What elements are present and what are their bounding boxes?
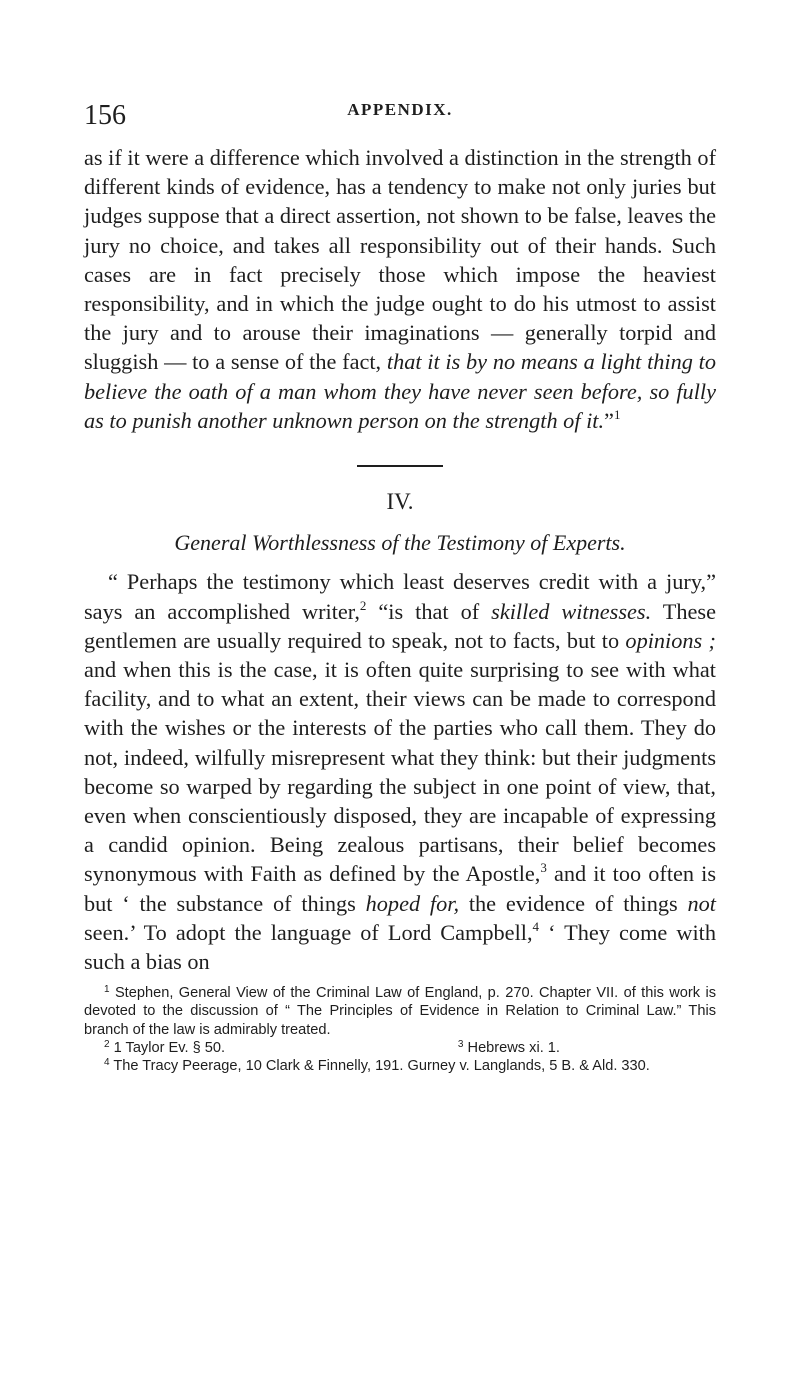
footnote-mark: 1 (104, 984, 110, 996)
footnote-ref-4: 4 (532, 918, 540, 934)
footnote-mark: 2 (104, 1038, 110, 1050)
italic-quote: that it is by no means a light thing to believe the oath of a man whom they have never seen before, so fully as to punish another unknown person on the strength of it. (84, 349, 716, 433)
italic-phrase: skilled witnesses. (491, 598, 652, 624)
paragraph-text: as if it were a difference which involved a distinction in the strength of different kinds of evidence, has a tendency to make not only juries but judges suppose that a direct assertion, not shown to be false, leaves the jury no choice, and takes all responsibility out of their hands. Such cases are in fact precisely those which impose the heaviest responsibility, and in which the judge ought to do his utmost to assist the jury and to arouse their imaginations — generally torpid and sluggish — to a sense of the fact, (84, 145, 716, 375)
footnote-ref-1: 1 (613, 406, 621, 422)
footnotes (84, 984, 716, 1075)
italic-phrase: not (687, 890, 716, 916)
footnote-ref-2: 2 (359, 597, 367, 613)
close-quote: ” (604, 407, 614, 433)
section-title: General Worthlessness of the Testimony of Experts. (174, 530, 626, 556)
paragraph-text: “ Perhaps the testimony which least deserves credit with a jury,” says an accomplished writer, (84, 569, 716, 624)
footnote-4 (84, 1057, 716, 1075)
paragraph-text: “is that of (366, 598, 492, 624)
footnote-ref-3: 3 (540, 860, 547, 876)
paragraph-experts (84, 567, 716, 976)
running-head: APPENDIX. (347, 100, 453, 119)
paragraph-text: the evidence of things (459, 890, 688, 916)
paragraph-text: ‘ They come with such a bias on (84, 919, 716, 975)
paragraph-text: and when this is the case, it is often quite surprising to see with what facility, and to what an extent, their views can be made to correspond with the wishes or the interests of the parties who call them. They do not, indeed, wilfully misrepresent what they think: but their judgments become so warped by regarding the subject in one point of view, that, even when conscientiously disposed, they are incapable of expressing a candid opinion. Being zealous partisans, their belief becomes synonymous with Faith as defined by the Apostle, (84, 657, 716, 887)
section-numeral: IV. (386, 489, 414, 515)
footnote-mark: 3 (457, 1038, 464, 1050)
footnote-row (84, 1039, 716, 1057)
footnote-text: The Tracy Peerage, 10 Clark & Finnelly, 191. Gurney v. Langlands, 5 B. & Ald. 330. (109, 1058, 650, 1075)
italic-phrase: hoped for, (365, 890, 460, 916)
paragraph-text: seen.’ To adopt the language of Lord Campbell, (84, 919, 533, 945)
paragraph-text: These gentlemen are usually required to speak, not to facts, but to (84, 598, 716, 653)
italic-phrase: opinions ; (625, 627, 716, 653)
page-number: 156 (84, 100, 126, 131)
paragraph-continued (84, 143, 716, 435)
footnote-2 (84, 1039, 438, 1057)
page-body (84, 143, 716, 1075)
page-header (84, 100, 716, 132)
footnote-text: Hebrews xi. 1. (463, 1039, 560, 1056)
footnote-text: 1 Taylor Ev. § 50. (109, 1039, 226, 1056)
paragraph-text: and it too often is but ‘ the substance of things (84, 861, 717, 916)
footnote-1 (84, 984, 716, 1039)
section-divider (357, 465, 443, 467)
footnote-3 (438, 1039, 716, 1057)
footnote-mark: 4 (104, 1057, 110, 1069)
footnote-text: Stephen, General View of the Criminal Law of England, p. 270. Chapter VII. of this work is devoted to the discussion of “ The Principles of Evidence in Relation to Criminal Law.” This branch of the law is admirably treated. (84, 985, 716, 1038)
